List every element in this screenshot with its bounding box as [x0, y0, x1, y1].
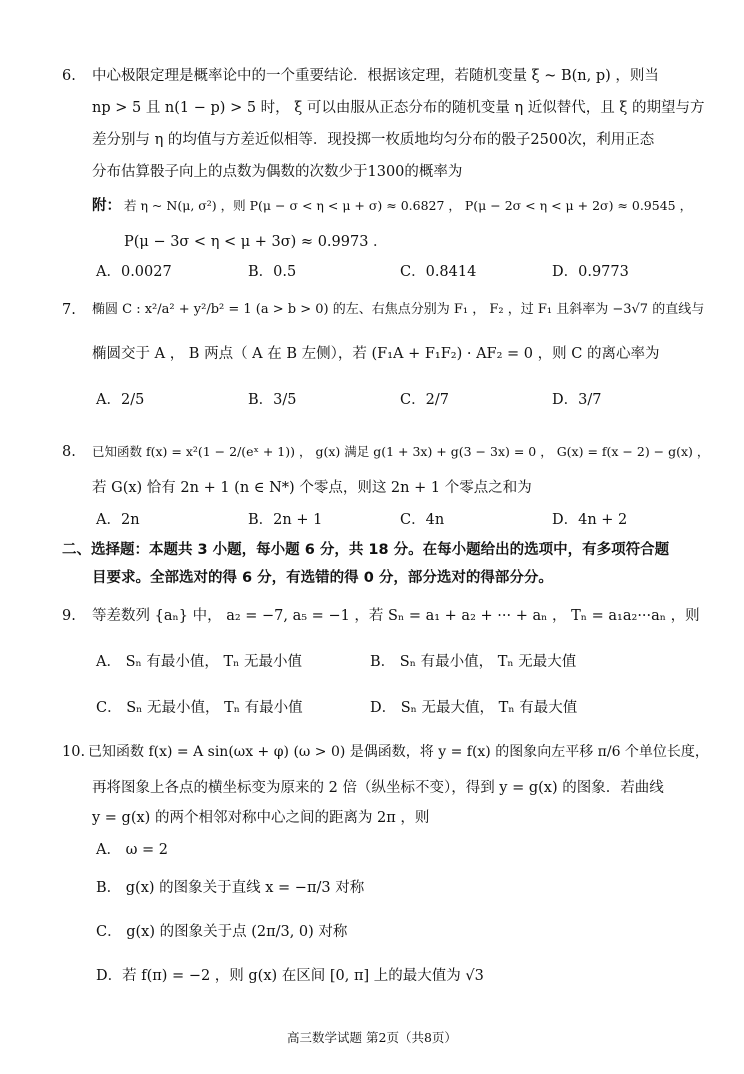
- page-footer: 高三数学试题 第2页（共8页）: [287, 1030, 457, 1045]
- option-d: D．4n + 2: [552, 512, 628, 528]
- option-b: B．3/5: [248, 392, 297, 408]
- option-c: C．2/7: [400, 392, 449, 408]
- question-number: 10.: [62, 744, 86, 760]
- question-text-line: 椭圆 C : x²/a² + y²/b² = 1 (a > b > 0) 的左、右焦点分别为 F₁ ， F₂ ，过 F₁ 且斜率为 −3√7 的直线与: [92, 302, 705, 317]
- option-a: A．0.0027: [96, 264, 172, 280]
- option-a: A． ω = 2: [96, 842, 168, 858]
- option-b: B． Sₙ 有最小值， Tₙ 无最大值: [370, 654, 577, 670]
- section-heading-line: 二、选择题：本题共 3 小题，每小题 6 分，共 18 分。在每小题给出的选项中，有多项符合题: [62, 542, 670, 558]
- question-text-line: 已知函数 f(x) = x²(1 − 2/(eˣ + 1)) ， g(x) 满足 g(1 + 3x) + g(3 − 3x) = 0 ， G(x) = f(x − 2) − g(x) ，: [92, 444, 710, 459]
- option-b: B．0.5: [248, 264, 297, 280]
- question-text-line: y = g(x) 的两个相邻对称中心之间的距离为 2π ，则: [92, 810, 430, 826]
- appendix-text: 若 η ~ N(μ, σ²) ，则 P(μ − σ < η < μ + σ) ≈ 0.6827 ， P(μ − 2σ < η < μ + 2σ) ≈ 0.9545 ，: [124, 198, 693, 213]
- option-a: A． Sₙ 有最小值， Tₙ 无最小值: [96, 654, 303, 670]
- option-d: D．若 f(π) = −2 ，则 g(x) 在区间 [0, π] 上的最大值为 √3: [96, 968, 484, 984]
- question-text-line: 中心极限定理是概率论中的一个重要结论．根据该定理，若随机变量 ξ ~ B(n, p) ，则当: [92, 68, 659, 84]
- question-text-line: 分布估算骰子向上的点数为偶数的次数少于1300的概率为: [92, 164, 463, 180]
- option-c: C． Sₙ 无最小值， Tₙ 有最小值: [96, 700, 303, 716]
- question-text-line: 再将图象上各点的横坐标变为原来的 2 倍（纵坐标不变），得到 y = g(x) 的图象．若曲线: [92, 780, 664, 796]
- question-number: 6.: [62, 68, 76, 84]
- option-d: D． Sₙ 无最大值， Tₙ 有最大值: [370, 700, 578, 716]
- question-text-line: 差分别与 η 的均值与方差近似相等．现投掷一枚质地均匀分布的骰子2500次，利用正态: [92, 132, 655, 148]
- option-c: C．0.8414: [400, 264, 477, 280]
- question-number: 8.: [62, 444, 76, 460]
- question-text-line: 椭圆交于 A ， B 两点（ A 在 B 左侧），若 (F₁A + F₁F₂) · AF₂ = 0 ，则 C 的离心率为: [92, 346, 660, 362]
- option-d: D．3/7: [552, 392, 602, 408]
- appendix-text: P(μ − 3σ < η < μ + 3σ) ≈ 0.9973 ．: [124, 234, 388, 250]
- question-text-line: 若 G(x) 恰有 2n + 1 (n ∈ N*) 个零点，则这 2n + 1 个零点之和为: [92, 480, 532, 496]
- question-text-line: np > 5 且 n(1 − p) > 5 时， ξ 可以由服从正态分布的随机变量 η 近似替代，且 ξ 的期望与方: [92, 100, 705, 116]
- question-text-line: 等差数列 {aₙ} 中， a₂ = −7, a₅ = −1 ，若 Sₙ = a₁ + a₂ + ··· + aₙ ， Tₙ = a₁a₂···aₙ ，则: [92, 608, 700, 624]
- option-c: C．4n: [400, 512, 445, 528]
- option-b: B．2n + 1: [248, 512, 323, 528]
- appendix-label: 附：: [92, 198, 121, 214]
- option-a: A．2/5: [96, 392, 145, 408]
- section-heading-line: 目要求。全部选对的得 6 分，有选错的得 0 分，部分选对的得部分分。: [92, 570, 553, 586]
- option-a: A．2n: [96, 512, 140, 528]
- question-number: 7.: [62, 302, 76, 318]
- option-b: B． g(x) 的图象关于直线 x = −π/3 对称: [96, 880, 365, 896]
- question-number: 9.: [62, 608, 76, 624]
- question-text-line: 已知函数 f(x) = A sin(ωx + φ) (ω > 0) 是偶函数，将 y = f(x) 的图象向左平移 π/6 个单位长度，: [88, 744, 709, 760]
- option-c: C． g(x) 的图象关于点 (2π/3, 0) 对称: [96, 924, 348, 940]
- option-d: D．0.9773: [552, 264, 629, 280]
